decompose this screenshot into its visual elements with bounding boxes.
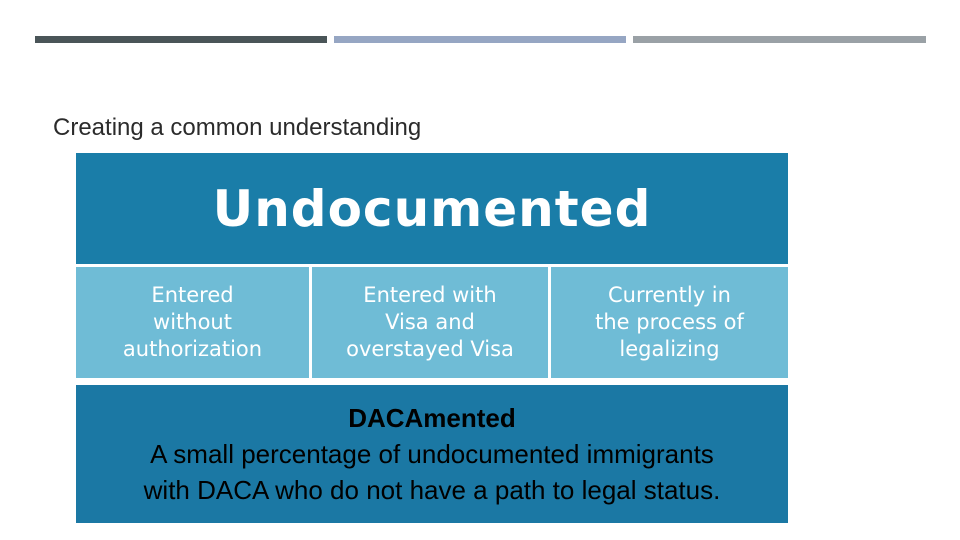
decorative-bar-2 bbox=[334, 36, 626, 43]
category-row bbox=[76, 267, 788, 378]
dacamented-description: A small percentage of undocumented immigrants with DACA who do not have a path to legal status. bbox=[143, 439, 721, 505]
dacamented-title: DACAmented bbox=[348, 403, 516, 433]
undocumented-title: Undocumented bbox=[212, 179, 652, 238]
dacamented-box bbox=[76, 385, 788, 523]
category-label: Entered without authorization bbox=[122, 283, 263, 361]
category-cell-entered-without-authorization bbox=[76, 267, 309, 378]
category-label: Entered with Visa and overstayed Visa bbox=[346, 283, 514, 361]
decorative-bar-3 bbox=[633, 36, 926, 43]
undocumented-graphic bbox=[76, 153, 788, 523]
decorative-bar-1 bbox=[35, 36, 327, 43]
undocumented-header-box bbox=[76, 153, 788, 264]
category-cell-legalizing bbox=[551, 267, 788, 378]
category-cell-overstayed-visa bbox=[312, 267, 548, 378]
category-label: Currently in the process of legalizing bbox=[595, 283, 744, 361]
slide-subtitle: Creating a common understanding bbox=[53, 114, 422, 141]
